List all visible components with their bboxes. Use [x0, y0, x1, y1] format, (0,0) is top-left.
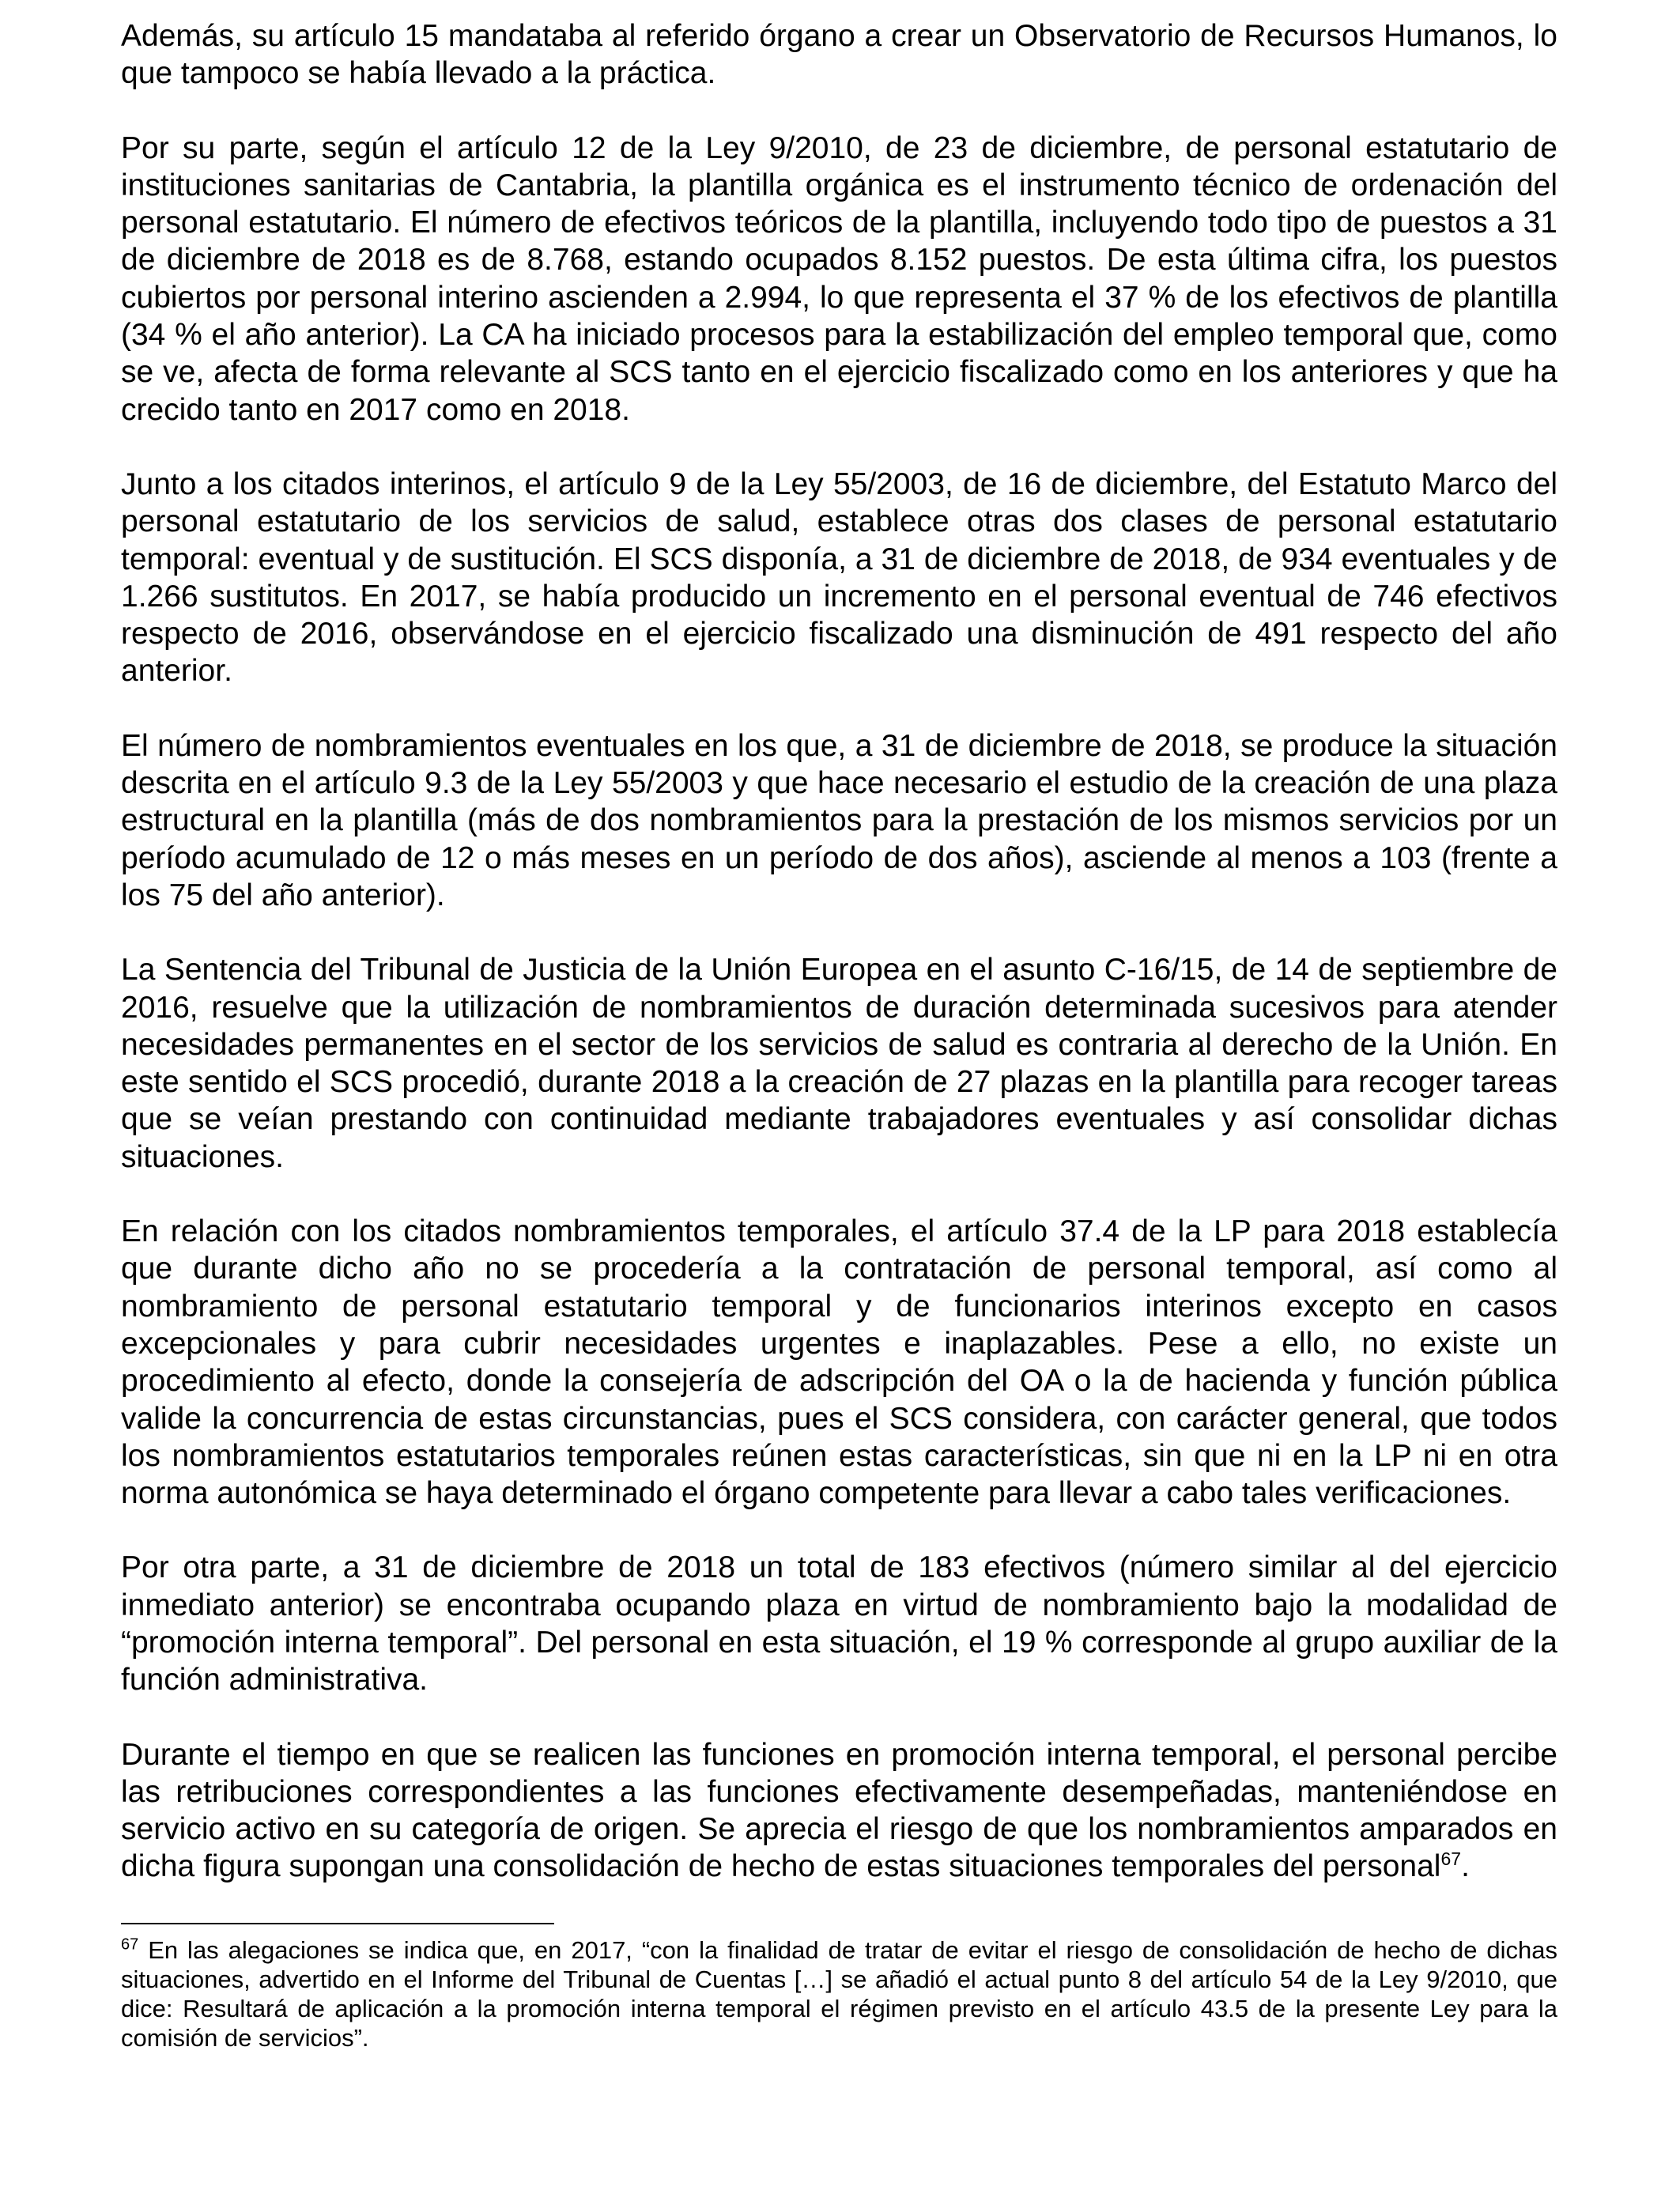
- paragraph-nombramientos-eventuales: El número de nombramientos eventuales en los que, a 31 de diciembre de 2018, se produce la situación descrita en el artículo 9.3 de la Ley 55/2003 y que hace necesario el estudio de la creación de una plaza estructural en la plantilla (más de dos nombramientos para la prestación de los mismos servicios por un período acumulado de 12 o más meses en un período de dos años), asciende al menos a 103 (frente a los 75 del año anterior).: [121, 728, 1557, 912]
- paragraph-plantilla-organica: Por su parte, según el artículo 12 de la Ley 9/2010, de 23 de diciembre, de personal estatutario de instituciones sanitarias de Cantabria, la plantilla orgánica es el instrumento técnico de ordenación del personal estatutario. El número de efectivos teóricos de la plantilla, incluyendo todo tipo de puestos a 31 de diciembre de 2018 es de 8.768, estando ocupados 8.152 puestos. De esta última cifra, los puestos cubiertos por personal interino ascienden a 2.994, lo que representa el 37 % de los efectivos de plantilla (34 % el año anterior). La CA ha iniciado procesos para la estabilización del empleo temporal que, como se ve, afecta de forma relevante al SCS tanto en el ejercicio fiscalizado como en los anteriores y que ha crecido tanto en 2017 como en 2018.: [121, 130, 1557, 427]
- paragraph-retribuciones-text: Durante el tiempo en que se realicen las funciones en promoción interna temporal, el personal percibe las retribuciones correspondientes a las funciones efectivamente desempeñadas, manteniéndose en servicio activo en su categoría de origen. Se aprecia el riesgo de que los nombramientos amparados en dicha figura supongan una consolidación de hecho de estas situaciones temporales del personal: [121, 1737, 1557, 1884]
- paragraph-promocion-interna: Por otra parte, a 31 de diciembre de 2018 un total de 183 efectivos (número similar al del ejercicio inmediato anterior) se encontraba ocupando plaza en virtud de nombramiento bajo la modalidad de “promoción interna temporal”. Del personal en esta situación, el 19 % corresponde al grupo auxiliar de la función administrativa.: [121, 1550, 1557, 1697]
- footnote-separator: [121, 1923, 554, 1924]
- footnote-text: En las alegaciones se indica que, en 2017, “con la finalidad de tratar de evitar el riesgo de consolidación de hecho de dichas situaciones, advertido en el Informe del Tribunal de Cuentas […] se añadió el actual punto 8 del artículo 54 de la Ley 9/2010, que dice: Resultará de aplicación a la promoción interna temporal el régimen previsto en el artículo 43.5 de la presente Ley para la comisión de servicios”.: [121, 1935, 1557, 2052]
- paragraph-retribuciones: [121, 1736, 1557, 1886]
- document-page: [121, 17, 1557, 2052]
- paragraph-end-punctuation: .: [1461, 1849, 1470, 1884]
- paragraph-articulo-37-4: En relación con los citados nombramientos temporales, el artículo 37.4 de la LP para 2018 establecía que durante dicho año no se procedería a la contratación de personal temporal, así como al nombramiento de personal estatutario temporal y de funcionarios interinos excepto en casos excepcionales y para cubrir necesidades urgentes e inaplazables. Pese a ello, no existe un procedimiento al efecto, donde la consejería de adscripción del OA o la de hacienda y función pública valide la concurrencia de estas circunstancias, pues el SCS considera, con carácter general, que todos los nombramientos estatutarios temporales reúnen estas características, sin que ni en la LP ni en otra norma autonómica se haya determinado el órgano competente para llevar a cabo tales verificaciones.: [121, 1214, 1557, 1511]
- paragraph-sentencia-tjue: La Sentencia del Tribunal de Justicia de la Unión Europea en el asunto C-16/15, de 14 de septiembre de 2016, resuelve que la utilización de nombramientos de duración determinada sucesivos para atender necesidades permanentes en el sector de los servicios de salud es contraria al derecho de la Unión. En este sentido el SCS procedió, durante 2018 a la creación de 27 plazas en la plantilla para recoger tareas que se veían prestando con continuidad mediante trabajadores eventuales y así consolidar dichas situaciones.: [121, 953, 1557, 1174]
- footnote-number: 67: [121, 1935, 139, 1954]
- paragraph-observatorio: Además, su artículo 15 mandataba al referido órgano a crear un Observatorio de Recursos Humanos, lo que tampoco se había llevado a la práctica.: [121, 19, 1557, 91]
- footnote: [121, 1935, 1557, 2052]
- paragraph-personal-temporal: Junto a los citados interinos, el artículo 9 de la Ley 55/2003, de 16 de diciembre, del Estatuto Marco del personal estatutario de los servicios de salud, establece otras dos clases de personal estatutario temporal: eventual y de sustitución. El SCS disponía, a 31 de diciembre de 2018, de 934 eventuales y de 1.266 sustitutos. En 2017, se había producido un incremento en el personal eventual de 746 efectivos respecto de 2016, observándose en el ejercicio fiscalizado una disminución de 491 respecto del año anterior.: [121, 466, 1557, 689]
- footnote-reference[interactable]: 67: [1440, 1848, 1462, 1870]
